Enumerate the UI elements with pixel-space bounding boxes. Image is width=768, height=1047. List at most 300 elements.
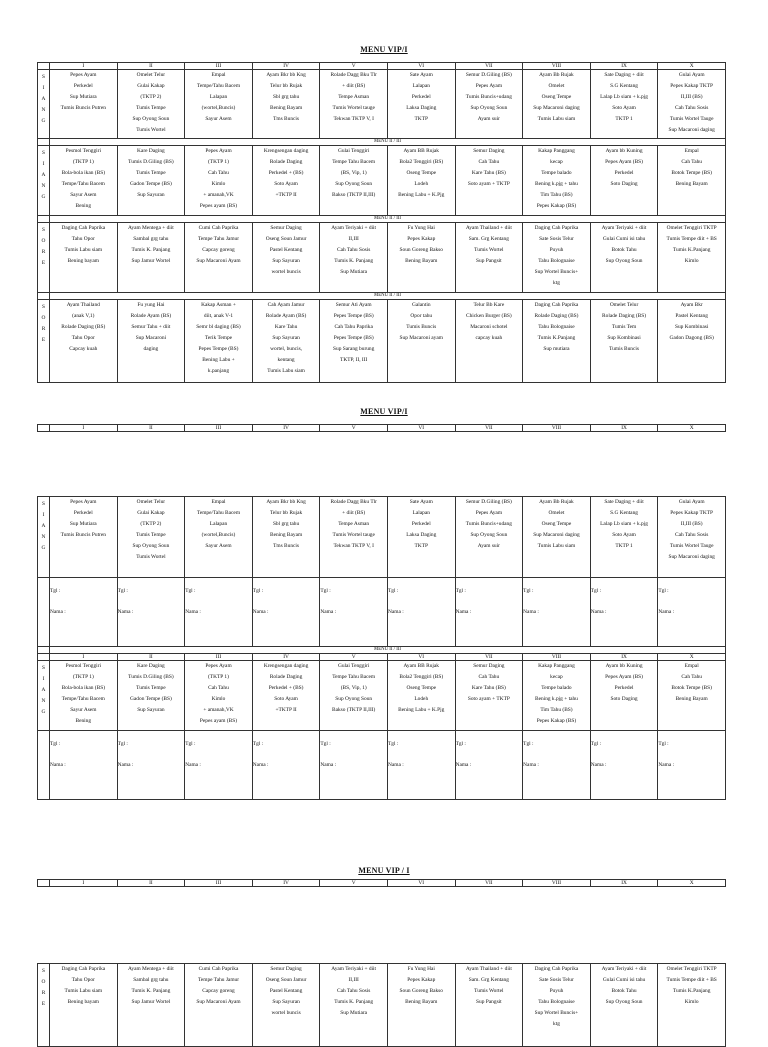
- menu-item: Krengsengan daging: [263, 148, 309, 154]
- menu-item: wortel buncis: [271, 269, 301, 275]
- menu-item: Sambal grg tahu: [133, 977, 169, 983]
- menu-item: Soto Ayam: [274, 181, 298, 187]
- menu-item: +TKTP II: [275, 192, 297, 198]
- signature-cell[interactable]: [658, 578, 726, 647]
- menu-item: Sambal grg tahu: [133, 236, 169, 242]
- menu-item: Soun Goreng Bakso: [399, 988, 443, 994]
- menu-item: Sup Oyong Soun: [132, 543, 170, 549]
- menu-item: Empal: [684, 663, 699, 669]
- menu-cell: [523, 964, 591, 1047]
- menu-item: Kimlo: [211, 181, 226, 187]
- menu-item: Bola2 Tenggiri (BS): [399, 159, 444, 165]
- name-label: Nama :: [455, 609, 472, 615]
- menu-item: Fu yung Hai: [137, 302, 165, 308]
- menu-item: Sup Oyong Soun: [605, 258, 643, 264]
- menu-item: Sayur Asem: [205, 116, 232, 122]
- menu-item: Tms Buncis: [273, 543, 300, 549]
- column-header: IX: [590, 63, 658, 70]
- menu-item: Bening Labu +: [202, 357, 235, 363]
- menu-item: Tumis Tempe: [136, 685, 166, 691]
- menu-cell: [455, 497, 523, 578]
- menu-item: Perkedel: [73, 83, 93, 89]
- menu-item: Pepes Kakap TKTP: [670, 83, 714, 89]
- menu-item: Sup Kombinasi: [674, 324, 709, 330]
- menu-item: Sup Wortel Buncis+: [534, 269, 579, 275]
- menu-item: Omelet Telur: [609, 302, 639, 308]
- menu-item: TKTP 1: [615, 543, 633, 549]
- menu-item: Soto ayam + TKTP: [467, 696, 510, 702]
- menu-item: Macaroni schotel: [470, 324, 508, 330]
- date-label: Tgl :: [50, 741, 61, 747]
- menu-item: Sup Mutiara: [340, 1010, 368, 1016]
- column-header: I: [50, 880, 118, 887]
- column-header: VI: [387, 425, 455, 432]
- menu-item: Sup Kombinasi: [607, 335, 641, 341]
- menu-item: Ayam Bkr: [680, 302, 703, 308]
- signature-cell[interactable]: [252, 578, 320, 647]
- date-label: Tgl :: [590, 588, 602, 594]
- menu-item: (TKTP 1): [72, 159, 94, 165]
- menu-item: Ayam BB Rujak: [403, 148, 439, 154]
- menu-item: Ayam Thailand: [66, 302, 100, 308]
- menu-item: Telur bb Rujak: [269, 83, 303, 89]
- menu-cell: [252, 223, 320, 293]
- signature-cell[interactable]: [590, 731, 658, 800]
- menu-cell: [320, 497, 388, 578]
- menu-item: Semur Daging: [473, 148, 505, 154]
- menu-item: Tumis Buncis Putren: [60, 105, 106, 111]
- signature-cell[interactable]: [185, 731, 253, 800]
- menu-item: Kimlo: [211, 696, 226, 702]
- menu-item: Cah Tahu: [208, 170, 229, 176]
- column-header: V: [320, 880, 388, 887]
- menu-item: Bening Bayam: [675, 181, 708, 187]
- menu-item: Botok Tahu: [611, 988, 637, 994]
- menu-item: (anak V,1): [72, 313, 95, 319]
- menu-row: [38, 223, 726, 293]
- menu-item: Tahu Opor: [71, 236, 95, 242]
- meal-time-label: [38, 964, 50, 1047]
- menu-item: (wortel,Buncis): [201, 105, 236, 111]
- menu-item: k.panjang: [207, 368, 230, 374]
- signature-cell[interactable]: [523, 578, 591, 647]
- menu-item: Cumi Cah Paprika: [198, 966, 239, 972]
- menu-item: Tempe balado: [541, 170, 572, 176]
- column-header: V: [320, 63, 388, 70]
- section-separator-row: [38, 139, 726, 146]
- menu-cell: [50, 964, 118, 1047]
- column-header: VI: [387, 880, 455, 887]
- menu-item: Ayam suir: [477, 116, 500, 122]
- menu-item: Perkedel: [614, 685, 634, 691]
- menu-item: Tumis K.Panjang: [672, 247, 711, 253]
- meal-time-letter: O: [41, 315, 46, 321]
- meal-time-letter: A: [41, 172, 46, 178]
- date-label: Tgl :: [252, 588, 264, 594]
- menu-item: Tempe/Tahu Bacem: [196, 510, 241, 516]
- menu-item: Bola-bola ikan (BS): [61, 170, 105, 176]
- meal-time-letter: R: [41, 249, 46, 255]
- menu-item: Perkedel: [73, 510, 93, 516]
- name-label: Nama :: [455, 762, 472, 768]
- menu-item: Tumis Tempe diit + BS: [666, 977, 717, 983]
- menu-cell: [117, 223, 185, 293]
- menu-table-3: [37, 496, 726, 800]
- menu-item: Cumi Cah Paprika: [198, 225, 239, 231]
- column-header: VIII: [523, 654, 591, 661]
- menu-title-2: MENU VIP/I: [360, 407, 408, 416]
- signature-row: [38, 731, 726, 800]
- menu-cell: [387, 661, 455, 731]
- menu-item: Tms Buncis: [273, 116, 300, 122]
- menu-item: Tahu Opor: [71, 335, 95, 341]
- menu-item: +TKTP II: [275, 707, 297, 713]
- menu-header-table-4: [37, 879, 726, 887]
- signature-cell[interactable]: [50, 578, 118, 647]
- menu-item: Tahu Bolognaise: [538, 999, 575, 1005]
- signature-corner: [38, 731, 50, 800]
- menu-item: Pepes Ayam: [205, 148, 232, 154]
- menu-item: Ayam Bb Rujak: [539, 499, 574, 505]
- menu-cell: [320, 300, 388, 383]
- menu-item: Soto Daging: [610, 696, 638, 702]
- column-header: X: [658, 425, 726, 432]
- menu-item: Bening Bayam: [405, 999, 438, 1005]
- menu-item: Tahu Bolognaise: [538, 324, 575, 330]
- menu-cell: [185, 964, 253, 1047]
- column-header: X: [658, 63, 726, 70]
- menu-cell: [590, 146, 658, 216]
- header-corner: [38, 425, 50, 432]
- menu-item: Cah Tahu Sosis: [674, 105, 709, 111]
- name-label: Nama :: [523, 762, 539, 768]
- menu-item: Sup Sayuran: [272, 335, 300, 341]
- signature-cell[interactable]: [117, 578, 185, 647]
- menu-item: kecap: [550, 159, 563, 165]
- menu-item: Tumis Tempe: [136, 105, 166, 111]
- menu-item: (BS, Vip, 1): [340, 170, 367, 176]
- menu-item: Perkedel: [411, 521, 431, 527]
- menu-cell: [50, 70, 118, 139]
- meal-time-letter: E: [41, 1001, 46, 1007]
- menu-item: Ayam Teriyaki + diit: [331, 966, 377, 972]
- menu-row: [38, 146, 726, 216]
- meal-time-label: [38, 300, 50, 383]
- column-header: VII: [455, 425, 523, 432]
- menu-item: Tempe Asman: [338, 521, 370, 527]
- menu-item: Rolade Dagg Bku Tlr: [330, 499, 377, 505]
- date-label: Tgl :: [523, 588, 534, 594]
- column-header: II: [117, 880, 185, 887]
- meal-time-letter: O: [41, 979, 46, 985]
- menu-cell: [455, 70, 523, 139]
- menu-item: Bening: [75, 203, 92, 209]
- menu-item: Tumis D.Giling (BS): [128, 159, 174, 165]
- name-label: Nama :: [387, 762, 404, 768]
- menu-item: Tumis Buncis+udang: [465, 94, 512, 100]
- menu-cell: [252, 964, 320, 1047]
- menu-item: Sup Oyong Soun: [335, 696, 373, 702]
- menu-item: Ayam Mentega + diit: [127, 966, 174, 972]
- date-label: Tgl :: [590, 741, 602, 747]
- menu-item: Sup Mutiara: [69, 521, 97, 527]
- menu-item: Sup Macaroni daging: [533, 532, 580, 538]
- menu-cell: [320, 70, 388, 139]
- menu-item: Semur Daging: [270, 966, 302, 972]
- menu-item: Kare Tahu (BS): [471, 685, 506, 691]
- signature-cell[interactable]: [387, 578, 455, 647]
- menu-item: (wortel,Buncis): [201, 532, 236, 538]
- menu-item: Tumis Tempe: [136, 170, 166, 176]
- menu-item: Pepes Tempe (BS): [198, 346, 239, 352]
- date-label: Tgl :: [658, 741, 669, 747]
- menu-item: Pepes Kakap TKTP: [670, 510, 714, 516]
- signature-corner: [38, 578, 50, 647]
- menu-item: Sup Oyong Soun: [470, 105, 508, 111]
- menu-item: Gulai Kakap: [137, 510, 165, 516]
- menu-item: Omelet: [548, 83, 565, 89]
- column-header: III: [185, 63, 253, 70]
- menu-item: (TKTP 2): [140, 94, 162, 100]
- menu-item: Soto Ayam: [612, 532, 636, 538]
- menu-item: Tumis Wortel: [474, 988, 504, 994]
- name-label: Nama :: [658, 762, 675, 768]
- menu-cell: [387, 497, 455, 578]
- menu-item: kecap: [550, 674, 563, 680]
- menu-item: Sup Macaroni: [135, 335, 167, 341]
- menu-item: Cah Tahu Sosis: [336, 988, 371, 994]
- menu-item: Tumis Buncis Putren: [60, 532, 106, 538]
- menu-item: Ayam Teriyaki + diit: [601, 966, 647, 972]
- menu-item: Pepes Kakap (BS): [536, 203, 577, 209]
- menu-item: Sup Sayuran: [137, 192, 165, 198]
- signature-cell[interactable]: [50, 731, 118, 800]
- menu-cell: [590, 300, 658, 383]
- meal-time-letter: S: [42, 227, 45, 233]
- menu-item: daging: [143, 346, 159, 352]
- column-header: IX: [590, 425, 658, 432]
- signature-cell[interactable]: [590, 578, 658, 647]
- signature-cell[interactable]: [658, 731, 726, 800]
- signature-cell[interactable]: [387, 731, 455, 800]
- menu-item: Ayam Teriyaki + diit: [601, 225, 647, 231]
- signature-cell[interactable]: [523, 731, 591, 800]
- menu-item: Tumis Tempe: [136, 532, 166, 538]
- menu-item: TKTP: [414, 543, 428, 549]
- menu-cell: [455, 300, 523, 383]
- menu-item: S.G Kentang: [610, 510, 638, 516]
- menu-item: wortel, buncis,: [270, 346, 303, 352]
- column-header: II: [117, 63, 185, 70]
- menu-cell: [252, 661, 320, 731]
- meal-time-letter: S: [42, 501, 45, 507]
- menu-item: Pepes Ayam (BS): [605, 674, 643, 680]
- menu-item: Chicken Burger (BS): [466, 313, 512, 319]
- menu-item: Sayur Asem: [205, 543, 232, 549]
- menu-cell: [658, 223, 726, 293]
- menu-item: Sup Oyong Soun: [132, 116, 170, 122]
- menu-item: Sup Wortel Buncis+: [534, 1010, 579, 1016]
- meal-time-label: [38, 146, 50, 216]
- menu-item: Rolade Daging: [269, 674, 303, 680]
- menu-item: Rolade Daging (BS): [534, 313, 579, 319]
- signature-cell[interactable]: [320, 731, 388, 800]
- menu-cell: [252, 300, 320, 383]
- meal-time-letter: E: [41, 260, 46, 266]
- column-header: V: [320, 654, 388, 661]
- menu-item: Sup Sayuran: [137, 707, 165, 713]
- menu-item: Pepes Ayam (BS): [605, 159, 643, 165]
- column-header: VIII: [523, 880, 591, 887]
- menu-cell: [50, 223, 118, 293]
- menu-item: Tumis Buncis+udang: [465, 521, 512, 527]
- separator-corner: [38, 293, 50, 300]
- menu-cell: [523, 70, 591, 139]
- menu-item: Tempe/Tahu Bacem: [196, 83, 241, 89]
- menu-item: Tumis Buncis: [406, 324, 437, 330]
- signature-cell[interactable]: [117, 731, 185, 800]
- menu-item: (TKTP 2): [140, 521, 162, 527]
- menu-item: Tempe Asman: [338, 94, 370, 100]
- menu-item: Sbl grg tahu: [272, 94, 300, 100]
- menu-item: Daging Cah Paprika: [534, 225, 579, 231]
- menu-item: Bening Bayam: [405, 258, 438, 264]
- menu-item: (BS, Vip, 1): [340, 685, 367, 691]
- menu-item: (TKTP 1): [208, 159, 229, 165]
- name-label: Nama :: [117, 762, 134, 768]
- menu-item: Tumis Labu siam: [537, 116, 576, 122]
- menu-cell: [590, 964, 658, 1047]
- signature-cell[interactable]: [252, 731, 320, 800]
- menu-cell: [117, 70, 185, 139]
- menu-item: Omelet Telur: [136, 72, 166, 78]
- menu-item: Cah Tahu: [478, 159, 500, 165]
- menu-item: Sup Macaroni daging: [533, 105, 580, 111]
- menu-item: Sup Pangsit: [476, 999, 502, 1005]
- menu-item: diit, anak V-1: [203, 313, 234, 319]
- name-label: Nama :: [50, 762, 66, 768]
- menu-item: Cah Tahu: [478, 674, 500, 680]
- column-header: II: [117, 654, 185, 661]
- menu-item: + diit (BS): [342, 83, 366, 89]
- menu-item: Bening bayam: [67, 258, 99, 264]
- menu-item: Soto Ayam: [274, 696, 298, 702]
- menu-cell: [252, 497, 320, 578]
- signature-cell[interactable]: [320, 578, 388, 647]
- signature-row: [38, 578, 726, 647]
- header-corner: [38, 880, 50, 887]
- name-label: Nama :: [50, 609, 66, 615]
- menu-cell: [658, 497, 726, 578]
- menu-item: Pastel Kentang: [269, 988, 303, 994]
- menu-cell: [50, 146, 118, 216]
- date-label: Tgl :: [387, 588, 399, 594]
- menu-item: Ayam Mentega + diit: [127, 225, 174, 231]
- menu-item: Sup Jamur Wortel: [131, 258, 171, 264]
- menu-item: Pepes Ayam: [70, 72, 97, 78]
- menu-item: Tumis K.Panjang: [537, 335, 576, 341]
- signature-cell[interactable]: [185, 578, 253, 647]
- menu-item: Oseng Tempe: [541, 521, 572, 527]
- menu-item: Lalapan: [209, 521, 228, 527]
- meal-time-letter: G: [41, 194, 46, 200]
- menu-item: Semr bl daging (BS): [196, 324, 241, 330]
- menu-row: [38, 964, 726, 1047]
- meal-time-letter: A: [41, 687, 46, 693]
- menu-cell: [50, 300, 118, 383]
- menu-item: Terik Tempe: [204, 335, 233, 341]
- menu-item: Gadon Tempe (BS): [130, 696, 172, 702]
- menu-item: Pepes Kakap (BS): [536, 718, 577, 724]
- menu-table-5: [37, 963, 726, 1047]
- menu-item: Tumis Wortel tauge: [332, 105, 375, 111]
- menu-item: Kakap Panggang: [538, 663, 575, 669]
- menu-cell: [658, 70, 726, 139]
- menu-item: TKTP: [414, 116, 428, 122]
- menu-item: Pepes ayam (BS): [199, 718, 238, 724]
- menu-item: Sup Sayuran: [272, 999, 300, 1005]
- menu-table-1: [37, 62, 726, 383]
- date-label: Tgl :: [320, 741, 331, 747]
- menu-item: Oseng Tempe: [541, 94, 572, 100]
- meal-time-letter: R: [41, 990, 46, 996]
- menu-item: Daging Cah Paprika: [61, 225, 106, 231]
- menu-item: Ayam bb Kuning: [605, 148, 643, 154]
- menu-item: Gulai Ayam: [678, 72, 705, 78]
- menu-item: Bening: [75, 718, 92, 724]
- column-header: III: [185, 425, 253, 432]
- menu-item: Oseng Soun Jamur: [265, 236, 307, 242]
- menu-item: Lalapan: [412, 510, 430, 516]
- menu-item: Sup Macaroni daging: [668, 554, 715, 560]
- menu-item: Soto Ayam: [612, 105, 636, 111]
- menu-item: Sate Ayam: [409, 499, 433, 505]
- date-label: Tgl :: [455, 588, 466, 594]
- menu-item: Tumis Buncis: [609, 346, 639, 352]
- menu-item: Lodeh: [414, 181, 429, 187]
- menu-item: Sup Macaroni Ayam: [196, 258, 241, 264]
- column-header: V: [320, 425, 388, 432]
- column-header: X: [658, 880, 726, 887]
- menu-item: Kare Tahu (BS): [471, 170, 506, 176]
- menu-item: Gulai Kakap: [137, 83, 165, 89]
- column-header: IV: [252, 425, 320, 432]
- menu-item: Cah Tahu: [681, 159, 702, 165]
- menu-item: Tempe balado: [541, 685, 572, 691]
- menu-row: [38, 300, 726, 383]
- menu-title: MENU VIP/I: [360, 45, 408, 54]
- meal-time-letter: S: [42, 74, 45, 80]
- menu-item: Pesmol Tenggiri: [65, 148, 101, 154]
- menu-item: Ayam Thailand + diit: [465, 225, 512, 231]
- signature-cell[interactable]: [455, 731, 523, 800]
- menu-cell: [590, 661, 658, 731]
- menu-item: Pepes Tempe (BS): [333, 335, 374, 341]
- section-separator-row: [38, 647, 726, 654]
- date-label: Tgl :: [252, 741, 264, 747]
- name-label: Nama :: [590, 762, 607, 768]
- menu-item: Daging Cah Paprika: [534, 302, 579, 308]
- menu-item: Sup Macaroni daging: [668, 127, 715, 133]
- menu-cell: [590, 223, 658, 293]
- menu-cell: [455, 964, 523, 1047]
- signature-cell[interactable]: [455, 578, 523, 647]
- menu-item: Kare Daging: [137, 663, 165, 669]
- menu-item: Gadon Tempe (BS): [130, 181, 172, 187]
- menu-item: Oseng Tempe: [406, 170, 437, 176]
- menu-item: S.G Kentang: [610, 83, 638, 89]
- menu-item: Kare Daging: [137, 148, 165, 154]
